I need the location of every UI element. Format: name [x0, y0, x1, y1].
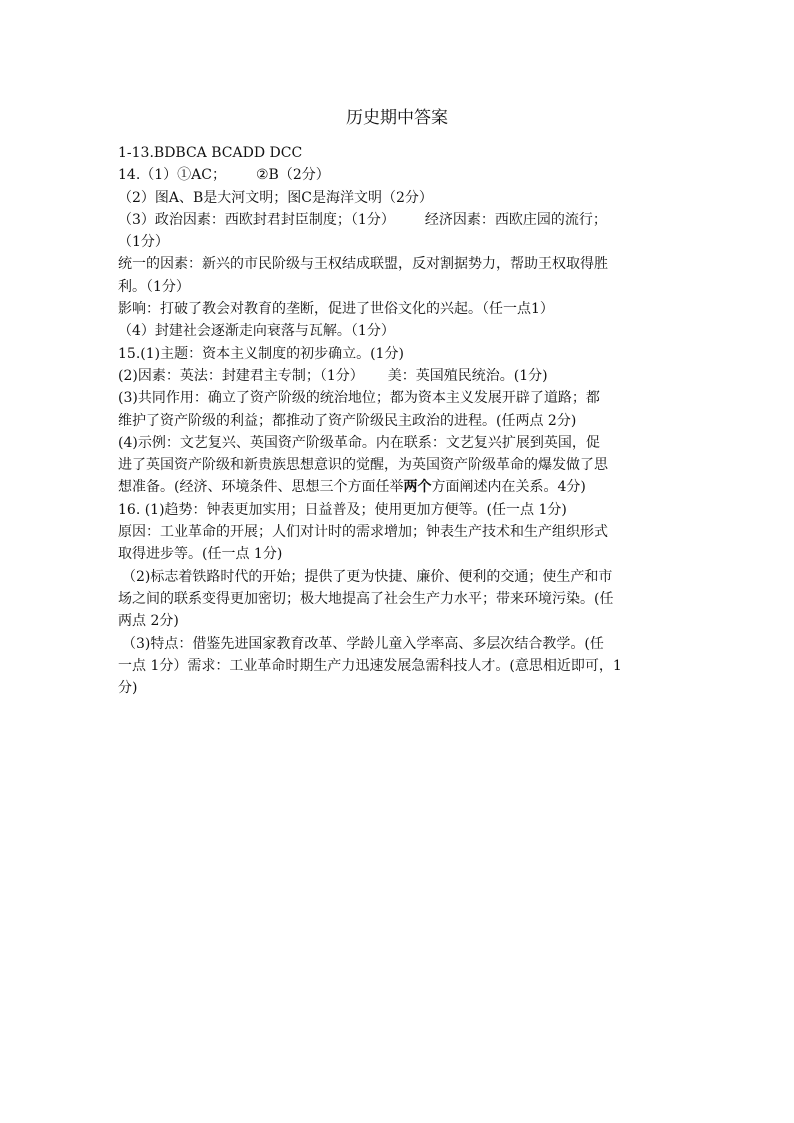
- answer-content: [118, 142, 698, 699]
- answer-line-q14-2: （2）图A、B是大河文明；图C是海洋文明（2分）: [118, 189, 433, 206]
- answer-line-q16-reason: 原因：工业革命的开展；人们对计时的需求增加；钟表生产技术和生产组织形式: [118, 524, 608, 541]
- answer-line-q14-unify-cont: 利。（1分）: [118, 278, 190, 295]
- answer-line-q14-1: [118, 164, 698, 186]
- answer-line-q16-reason-cont: 取得进步等。(任一点 1分): [118, 546, 283, 563]
- answer-line-q16-3-cont: 一点 1分）需求：工业革命时期生产力迅速发展急需科技人才。(意思相近即可，1: [118, 657, 622, 674]
- answer-q15-4-end-c: 方面阐述内在关系。4分): [431, 479, 586, 496]
- answer-line-q16-1: 16. (1)趋势：钟表更加实用；日益普及；使用更加方便等。(任一点 1分): [118, 501, 567, 518]
- answer-line-q15-1: 15.(1)主题：资本主义制度的初步确立。(1分): [118, 345, 404, 362]
- answer-line-q15-4-cont: 进了英国资产阶级和新贵族思想意识的觉醒，为英国资产阶级革命的爆发做了思: [118, 457, 608, 474]
- answer-line-q15-2: [118, 365, 698, 387]
- answer-line-q16-2: （2)标志着铁路时代的开始；提供了更为快捷、廉价、便利的交通；使生产和市: [122, 568, 613, 585]
- answer-q14-3b: 经济因素：西欧庄园的流行；: [424, 211, 607, 228]
- answer-line-q15-4-end: [118, 476, 698, 498]
- answer-line-q15-4: (4)示例：文艺复兴、英国资产阶级革命。内在联系：文艺复兴扩展到英国，促: [118, 434, 600, 451]
- answer-line-q14-unify: 统一的因素：新兴的市民阶级与王权结成联盟，反对割据势力，帮助王权取得胜: [118, 256, 608, 273]
- answer-q15-2a: (2)因素：英法：封建君主专制；（1分）: [118, 367, 364, 384]
- answer-line-q14-impact: 影响：打破了教会对教育的垄断，促进了世俗文化的兴起。（任一点1）: [118, 301, 554, 318]
- answer-line-q16-2-cont: 场之间的联系变得更加密切；极大地提高了社会生产力水平；带来环境污染。(任: [118, 590, 614, 607]
- answer-line-mcq: 1-13.BDBCA BCADD DCC: [118, 145, 303, 161]
- answer-q15-2b: 美：英国殖民统治。(1分): [387, 367, 548, 384]
- answer-q15-4-end-a: 想准备。(经济、环境条件、思想三个方面任举: [118, 479, 404, 496]
- answer-line-q15-3: (3)共同作用：确立了资产阶级的统治地位；都为资本主义发展开辟了道路；都: [118, 390, 600, 407]
- answer-line-q16-2-end: 两点 2分): [118, 613, 179, 630]
- answer-line-q15-3-cont: 维护了资产阶级的利益；都推动了资产阶级民主政治的进程。(任两点 2分): [118, 412, 577, 429]
- answer-line-q14-4: （4）封建社会逐渐走向衰落与瓦解。（1分）: [118, 323, 395, 340]
- answer-line-q16-3: （3)特点：借鉴先进国家教育改革、学龄儿童入学率高、多层次结合教学。(任: [122, 635, 604, 652]
- answer-q14-3a: （3）政治因素：西欧封君封臣制度；（1分）: [118, 211, 395, 228]
- answer-line-q14-3-score: （1分）: [118, 234, 169, 251]
- document-title: 历史期中答案: [346, 108, 448, 128]
- answer-line-q14-3: [118, 209, 698, 231]
- answer-q15-4-end-bold: 两个: [403, 479, 432, 496]
- answer-line-q16-3-end: 分): [118, 680, 138, 697]
- answer-q14-1a: 14.（1）①AC；: [118, 167, 226, 184]
- answer-q14-1b: ②B（2分）: [256, 167, 330, 184]
